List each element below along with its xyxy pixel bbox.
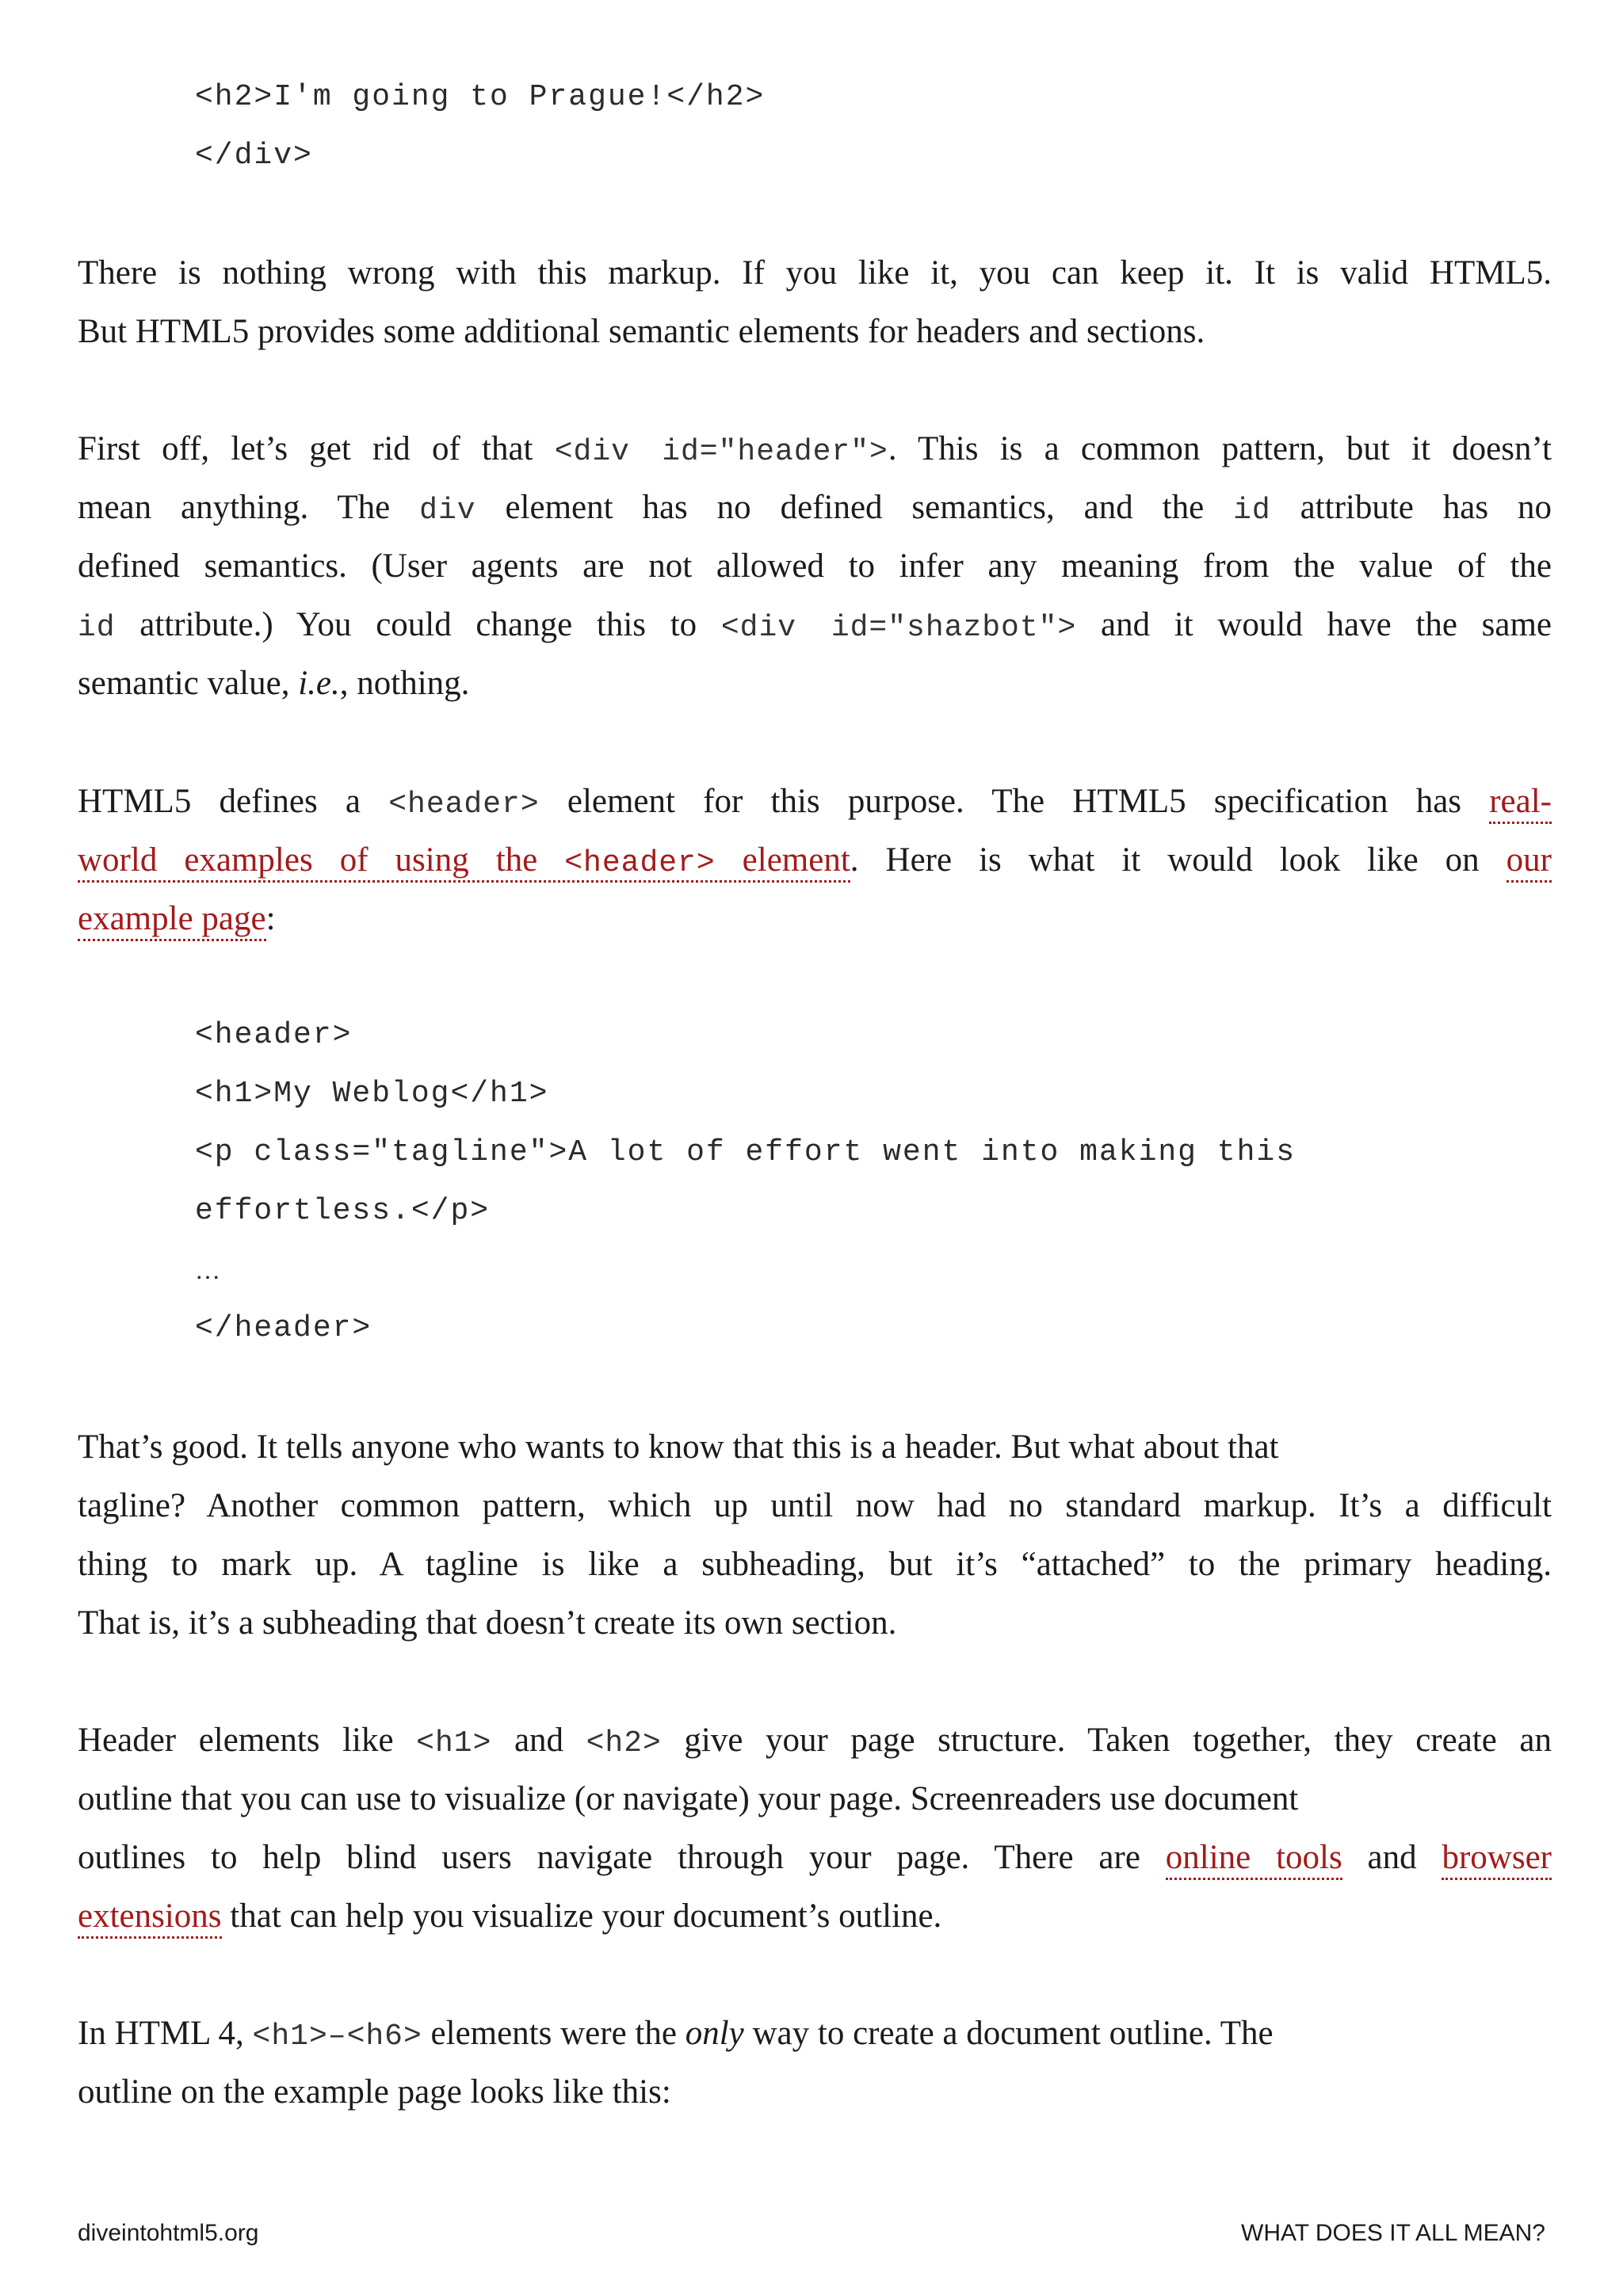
footer-chapter-title: WHAT DOES IT ALL MEAN? <box>1241 2220 1545 2246</box>
inline-code: <h1> <box>416 1726 492 1760</box>
paragraph-tagline <box>78 1418 1552 1653</box>
code-line: <h2>I'm going to Prague!</h2> <box>195 80 766 114</box>
text-line: thing to mark up. A tagline is like a subheading, but it’s “attached” to the primary heading. <box>78 1546 1552 1583</box>
inline-code: <div id="shazbot"> <box>720 611 1077 645</box>
paragraph-html4-outline <box>78 2004 1552 2122</box>
text-line: HTML5 defines a <header> element for this purpose. The HTML5 specification has real- <box>78 772 1552 831</box>
code-line: … <box>195 1256 222 1284</box>
link-browser-extensions[interactable]: extensions <box>78 1897 222 1939</box>
inline-code: id <box>1233 494 1271 528</box>
inline-code: id <box>78 611 116 645</box>
paragraph-header-elements <box>78 1711 1552 1946</box>
text-line: world examples of using the <header> element. Here is what it would look like on our <box>78 831 1552 890</box>
inline-code: <header> <box>388 788 540 822</box>
code-line: <p class="tagline">A lot of effort went into making this <box>195 1135 1296 1169</box>
text-line: That’s good. It tells anyone who wants to know that this is a header. But what about that <box>78 1428 1279 1466</box>
text-line: In HTML 4, <h1>–<h6> elements were the only way to create a document outline. The <box>78 2015 1274 2054</box>
link-browser-extensions[interactable]: browser <box>1442 1839 1552 1880</box>
link-our-example-page[interactable]: example page <box>78 900 266 941</box>
text-line: tagline? Another common pattern, which up until now had no standard markup. It’s a difficult <box>78 1487 1552 1524</box>
code-line: effortless.</p> <box>195 1194 491 1228</box>
inline-code: <h2> <box>586 1726 662 1760</box>
text-line: outline that you can use to visualize (or navigate) your page. Screenreaders use document <box>78 1780 1299 1817</box>
text-line: mean anything. The div element has no defined semantics, and the id attribute has no <box>78 489 1552 528</box>
paragraph-header-element <box>78 772 1552 948</box>
footer-site-name: diveintohtml5.org <box>78 2220 259 2246</box>
text-line: First off, let’s get rid of that <div id="header">. This is a common pattern, but it doesn’t <box>78 430 1552 469</box>
text-line: That is, it’s a subheading that doesn’t create its own section. <box>78 1604 897 1642</box>
code-line: <h1>My Weblog</h1> <box>195 1077 549 1111</box>
text-line: example page: <box>78 890 1552 948</box>
link-real-world-examples[interactable]: world examples of using the <header> element <box>78 841 850 883</box>
text-line: outlines to help blind users navigate through your page. There are online tools and browser <box>78 1829 1552 1887</box>
text-line: Header elements like <h1> and <h2> give your page structure. Taken together, they create an <box>78 1722 1552 1760</box>
text-line: outline on the example page looks like this: <box>78 2073 671 2111</box>
code-block-header <box>195 1006 1296 1358</box>
text-line: semantic value, i.e., nothing. <box>78 665 470 702</box>
text-line: There is nothing wrong with this markup. If you like it, you can keep it. It is valid HTML5. <box>78 254 1552 292</box>
code-line: </header> <box>195 1311 372 1345</box>
inline-code: <h1>–<h6> <box>252 2019 422 2054</box>
code-block-prague <box>195 68 765 185</box>
paragraph-div-header <box>78 420 1552 713</box>
inline-code: <div id="header"> <box>554 435 888 469</box>
text-line: defined semantics. (User agents are not allowed to infer any meaning from the value of the <box>78 547 1552 585</box>
link-online-tools[interactable]: online tools <box>1166 1839 1342 1880</box>
link-our-example-page[interactable]: our <box>1507 841 1552 883</box>
link-real-world-examples[interactable]: real- <box>1489 783 1552 824</box>
paragraph-valid-html5 <box>78 244 1552 361</box>
text-line: id attribute.) You could change this to <div id="shazbot"> and it would have the same <box>78 606 1552 645</box>
text-line: But HTML5 provides some additional semantic elements for headers and sections. <box>78 313 1205 350</box>
code-line: <header> <box>195 1018 353 1052</box>
inline-code: div <box>419 494 476 528</box>
text-line: extensions that can help you visualize your document’s outline. <box>78 1887 1552 1946</box>
code-line: </div> <box>195 139 313 173</box>
